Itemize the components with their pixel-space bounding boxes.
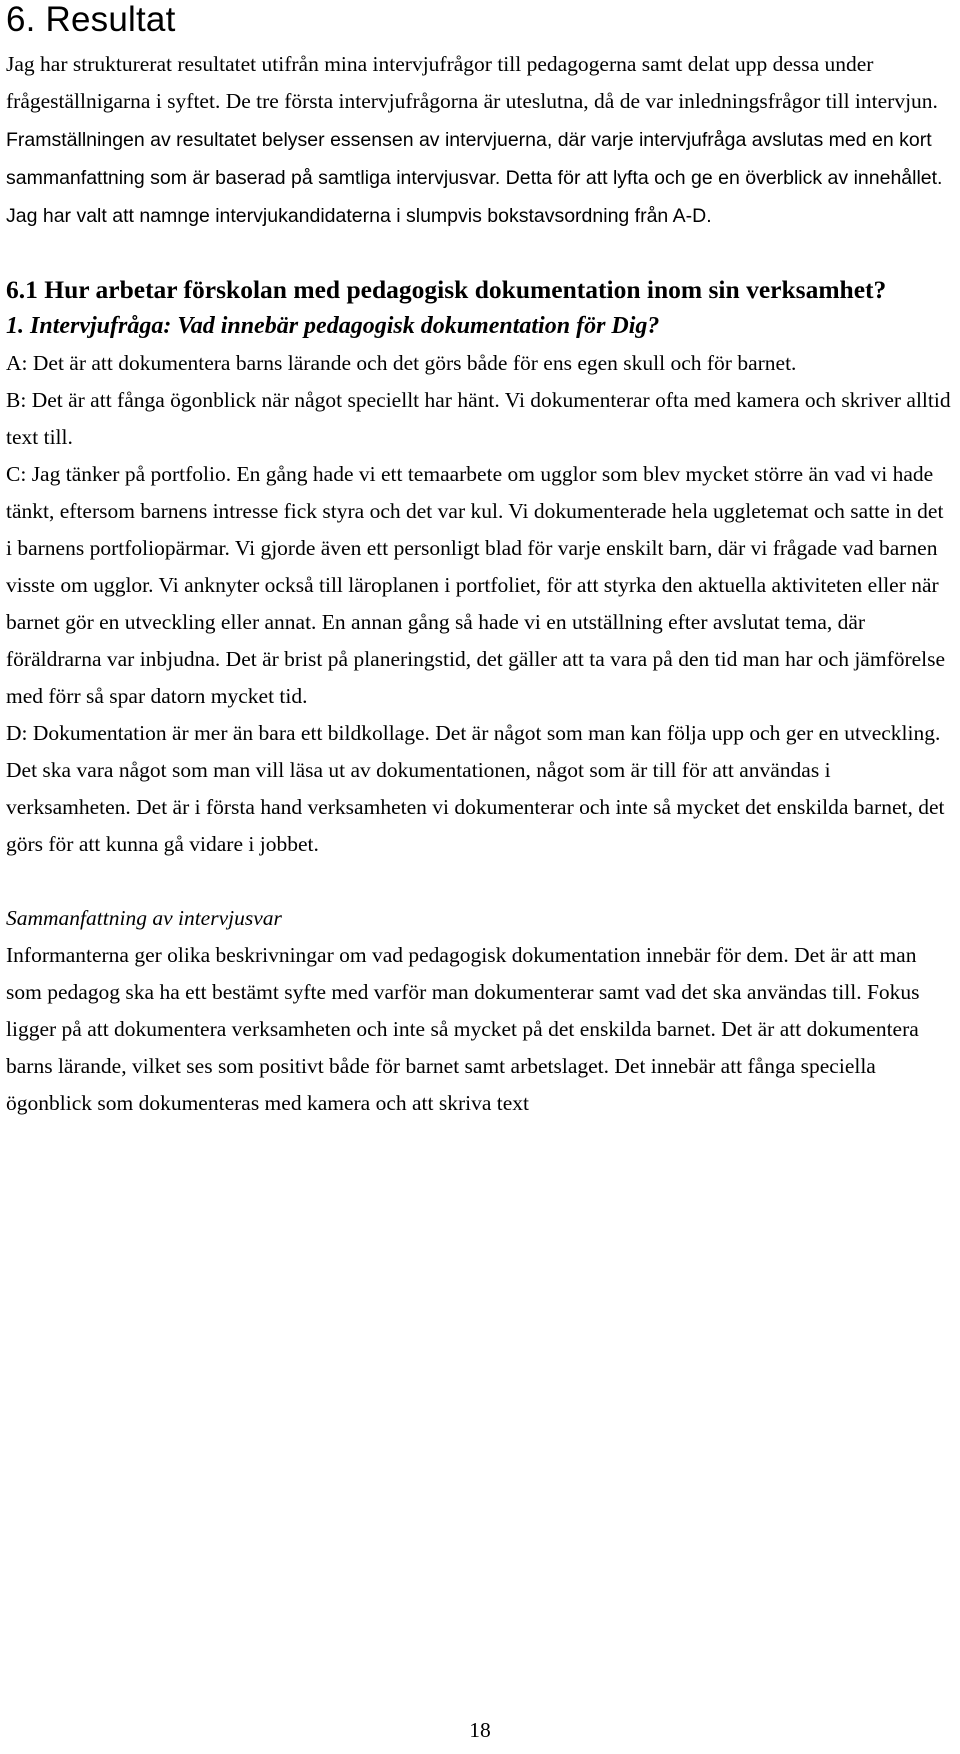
document-page [6,0,954,1122]
section-heading: 6.1 Hur arbetar förskolan med pedagogisk dokumentation inom sin verksamhet? [6,275,887,304]
interview-question: 1. Intervjufråga: Vad innebär pedagogisk dokumentation för Dig? [6,313,660,339]
intro-text-part2: Framställningen av resultatet belyser essensen av intervjuerna, där varje intervjufråga avslutas med en kort sammanfattning som är baserad på samtliga intervjusvar. Detta för att lyfta och ge en överblick av innehållet. Jag har valt att namnge intervjukandidaterna i slumpvis bokstavsordning från A-D. [6,129,943,227]
summary-heading: Sammanfattning av intervjusvar [6,906,282,930]
summary-paragraph: Informanterna ger olika beskrivningar om vad pedagogisk dokumentation innebär för dem. Det är att man som pedagog ska ha ett bestämt syfte med varför man dokumenterar samt vad det ska användas till. Fokus ligger på att dokumentera verksamheten och inte så mycket på det enskilda barnet. Det är att dokumentera barns lärande, vilket ses som positivt både för barnet samt arbetslaget. Det innebär att fånga speciella ögonblick som dokumenteras med kamera och att skriva text [6,943,920,1115]
answer-d: D: Dokumentation är mer än bara ett bildkollage. Det är något som man kan följa upp och ger en utveckling. Det ska vara något som man vill läsa ut av dokumentationen, något som är till för att användas i verksamheten. Det är i första hand verksamheten vi dokumenterar och inte så mycket det enskilda barnet, det görs för att kunna gå vidare i jobbet. [6,721,945,856]
intro-text-part1: Jag har strukturerat resultatet utifrån mina intervjufrågor till pedagogerna samt delat upp dessa under frågeställnigarna i syftet. De tre första intervjufrågorna är uteslutna, då de var inledningsfrågor till intervjun. [6,52,938,113]
chapter-heading: 6. Resultat [6,0,176,39]
answer-b: B: Det är att fånga ögonblick när något speciellt har hänt. Vi dokumenterar ofta med kamera och skriver alltid text till. [6,388,951,449]
answer-c: C: Jag tänker på portfolio. En gång hade vi ett temaarbete om ugglor som blev mycket större än vad vi hade tänkt, eftersom barnens intresse fick styra och det var kul. Vi dokumenterade hela uggletemat och satte in det i barnens portfoliopärmar. Vi gjorde även ett personligt blad för varje enskilt barn, där vi frågade vad barnen visste om ugglor. Vi anknyter också till läroplanen i portfoliet, för att styrka den aktuella aktiviteten eller när barnet gör en utveckling eller annat. En annan gång så hade vi en utställning efter avslutat tema, där föräldrarna var inbjudna. Det är brist på planeringstid, det gäller att ta vara på den tid man har och jämförelse med förr så spar datorn mycket tid. [6,462,946,708]
page-number: 18 [469,1718,491,1742]
intro-paragraph [6,46,954,235]
answer-a: A: Det är att dokumentera barns lärande och det görs både för ens egen skull och för barnet. [6,351,797,375]
